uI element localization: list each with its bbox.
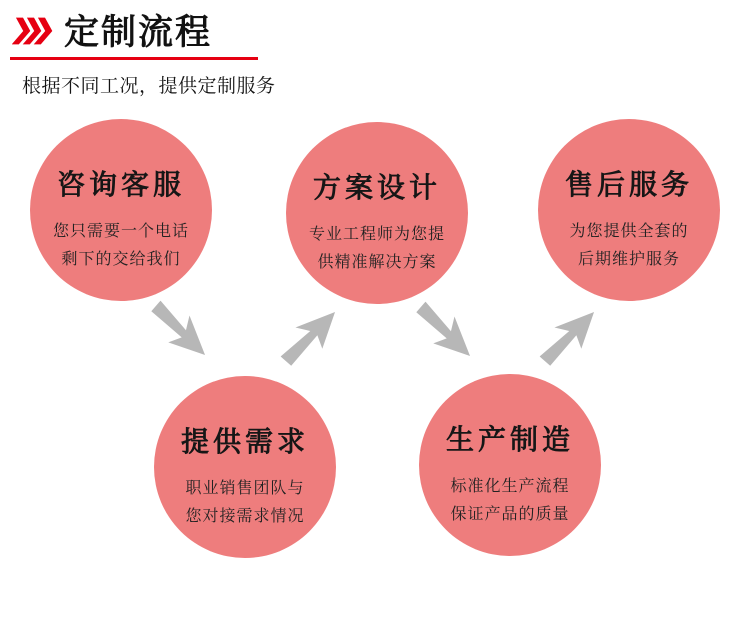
page-subtitle: 根据不同工况，提供定制服务 xyxy=(22,75,276,97)
triple-chevron-icon xyxy=(12,14,56,48)
step-circle-solution-design xyxy=(286,122,468,304)
step-title: 售后服务 xyxy=(564,168,693,201)
step-title: 咨询客服 xyxy=(56,168,185,201)
step-description xyxy=(185,474,304,530)
step-description-line: 专业工程师为您提 xyxy=(308,224,445,243)
arrow-down-right-icon xyxy=(141,291,221,371)
step-description-line: 职业销售团队与 xyxy=(185,478,305,497)
step-title: 生产制造 xyxy=(445,423,574,456)
arrow-up-right-icon xyxy=(271,296,351,376)
step-description xyxy=(450,472,569,528)
header xyxy=(0,0,750,100)
step-description-line: 供精准解决方案 xyxy=(317,252,437,271)
arrow-up-right-icon xyxy=(530,296,610,376)
arrow-down-right-icon xyxy=(406,292,486,372)
step-description-line: 您只需要一个电话 xyxy=(52,221,189,240)
step-title: 方案设计 xyxy=(312,171,441,204)
step-description-line: 为您提供全套的 xyxy=(569,221,689,240)
step-description xyxy=(309,220,445,276)
step-description-line: 剩下的交给我们 xyxy=(61,249,181,268)
step-description xyxy=(53,217,189,273)
step-circle-after-sales xyxy=(538,119,720,301)
step-description-line: 保证产品的质量 xyxy=(450,504,570,523)
step-description-line: 后期维护服务 xyxy=(577,249,680,268)
step-circle-consult-service xyxy=(30,119,212,301)
step-description-line: 标准化生产流程 xyxy=(450,476,570,495)
step-description-line: 您对接需求情况 xyxy=(185,506,305,525)
step-circle-provide-requirements xyxy=(154,376,336,558)
step-title: 提供需求 xyxy=(180,425,309,458)
step-circle-production xyxy=(419,374,601,556)
step-description xyxy=(569,217,688,273)
title-underline xyxy=(10,57,258,60)
page-title: 定制流程 xyxy=(64,13,213,53)
